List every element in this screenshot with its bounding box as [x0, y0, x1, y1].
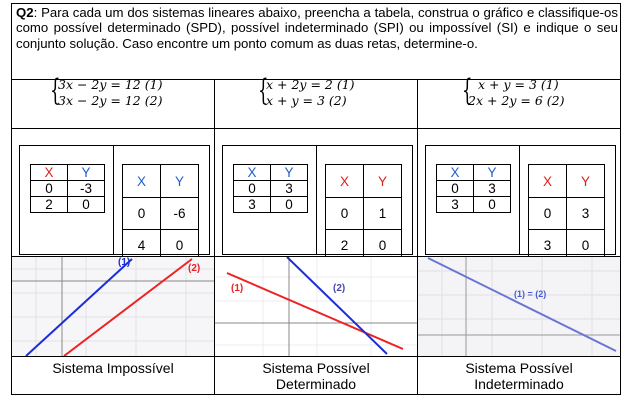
- table-cell: 0: [123, 198, 161, 230]
- table-cell: 0: [529, 198, 567, 230]
- system-1-caption: [12, 360, 214, 376]
- table-cell: 3: [271, 181, 308, 197]
- graph-label-1: (1): [118, 257, 131, 268]
- col-header-y: Y: [364, 165, 402, 198]
- table-cell: 0: [68, 197, 105, 213]
- table-cell: 0: [161, 230, 199, 261]
- table-cell: 3: [529, 230, 567, 261]
- table-cell: 0: [474, 197, 511, 213]
- system-1-table-eq1: [30, 164, 105, 213]
- col-header-x: X: [123, 165, 161, 198]
- question-text: [16, 5, 618, 51]
- system-3-eq1: x + y = 3 (1): [478, 77, 559, 92]
- system-3-graph: [418, 257, 620, 356]
- table-cell: 3: [437, 197, 474, 213]
- caption-line: Indeterminado: [474, 376, 564, 392]
- col-header-y: Y: [68, 165, 105, 181]
- col-header-x: X: [326, 165, 364, 198]
- system-2-eq2: x + y = 3 (2): [266, 93, 347, 108]
- table-cell: 0: [567, 230, 605, 261]
- question-body: : Para cada um dos sistemas lineares abaixo, preencha a tabela, construa o gráfico e classifique-os como possível determinado (SPD), possível indeterminado (SPI) ou impossível (SI) e indique o seu conjunto solução. Caso encontre um ponto comum as duas retas, determine-o.: [16, 5, 618, 51]
- table-cell: 3: [234, 197, 271, 213]
- system-3-table-eq1: [436, 164, 511, 213]
- caption-line: Sistema Impossível: [52, 360, 174, 376]
- table-cell: 4: [123, 230, 161, 261]
- table-cell: -6: [161, 198, 199, 230]
- system-3-table-eq2: [528, 164, 605, 261]
- row-divider-captions: [11, 356, 621, 357]
- col-header-y: Y: [567, 165, 605, 198]
- system-2-table-eq2: [325, 164, 402, 261]
- table-cell: 0: [271, 197, 308, 213]
- system-brace-3: {: [462, 73, 473, 108]
- table-cell: -3: [68, 181, 105, 197]
- table-cell: 1: [364, 198, 402, 230]
- table-cell: 3: [567, 198, 605, 230]
- graph-label-2: (2): [188, 263, 201, 274]
- system-3-eq2: 2x + 2y = 6 (2): [468, 93, 565, 108]
- graph-background: [418, 257, 620, 356]
- graph-label-1: (1) = (2): [514, 289, 547, 299]
- graph-label-2: (2): [333, 283, 346, 294]
- caption-line: Sistema Possível: [262, 360, 370, 376]
- system-1-graph: [12, 257, 214, 356]
- system-2-eq1: x + 2y = 2 (1): [266, 77, 355, 92]
- col-header-x: X: [234, 165, 271, 181]
- system-3-table-divider: [519, 145, 520, 255]
- col-header-y: Y: [474, 165, 511, 181]
- system-1-table-eq2: [122, 164, 199, 261]
- system-3-caption: [418, 360, 620, 392]
- caption-line: Determinado: [275, 376, 357, 392]
- table-cell: 3: [474, 181, 511, 197]
- row-divider-tables: [11, 128, 621, 129]
- col-header-y: Y: [271, 165, 308, 181]
- system-brace-1: {: [50, 73, 61, 108]
- col-header-y: Y: [161, 165, 199, 198]
- table-cell: 0: [31, 181, 68, 197]
- question-label: Q2: [16, 5, 34, 20]
- system-2-graph: [215, 257, 417, 356]
- system-2-caption: [215, 360, 417, 392]
- system-2-table-eq1: [233, 164, 308, 213]
- system-1-eq2: 3x − 2y = 12 (2): [58, 93, 163, 108]
- table-cell: 0: [326, 198, 364, 230]
- system-brace-2: {: [258, 73, 269, 108]
- system-2-table-divider: [316, 145, 317, 255]
- system-1-eq1: 3x − 2y = 12 (1): [58, 77, 163, 92]
- table-cell: 2: [31, 197, 68, 213]
- col-header-x: X: [437, 165, 474, 181]
- table-cell: 0: [234, 181, 271, 197]
- col-header-x: X: [31, 165, 68, 181]
- system-1-table-divider: [113, 145, 114, 255]
- table-cell: 0: [437, 181, 474, 197]
- table-cell: 2: [326, 230, 364, 261]
- table-cell: 0: [364, 230, 402, 261]
- caption-line: Sistema Possível: [465, 360, 573, 376]
- graph-label-1: (1): [231, 283, 244, 294]
- col-header-x: X: [529, 165, 567, 198]
